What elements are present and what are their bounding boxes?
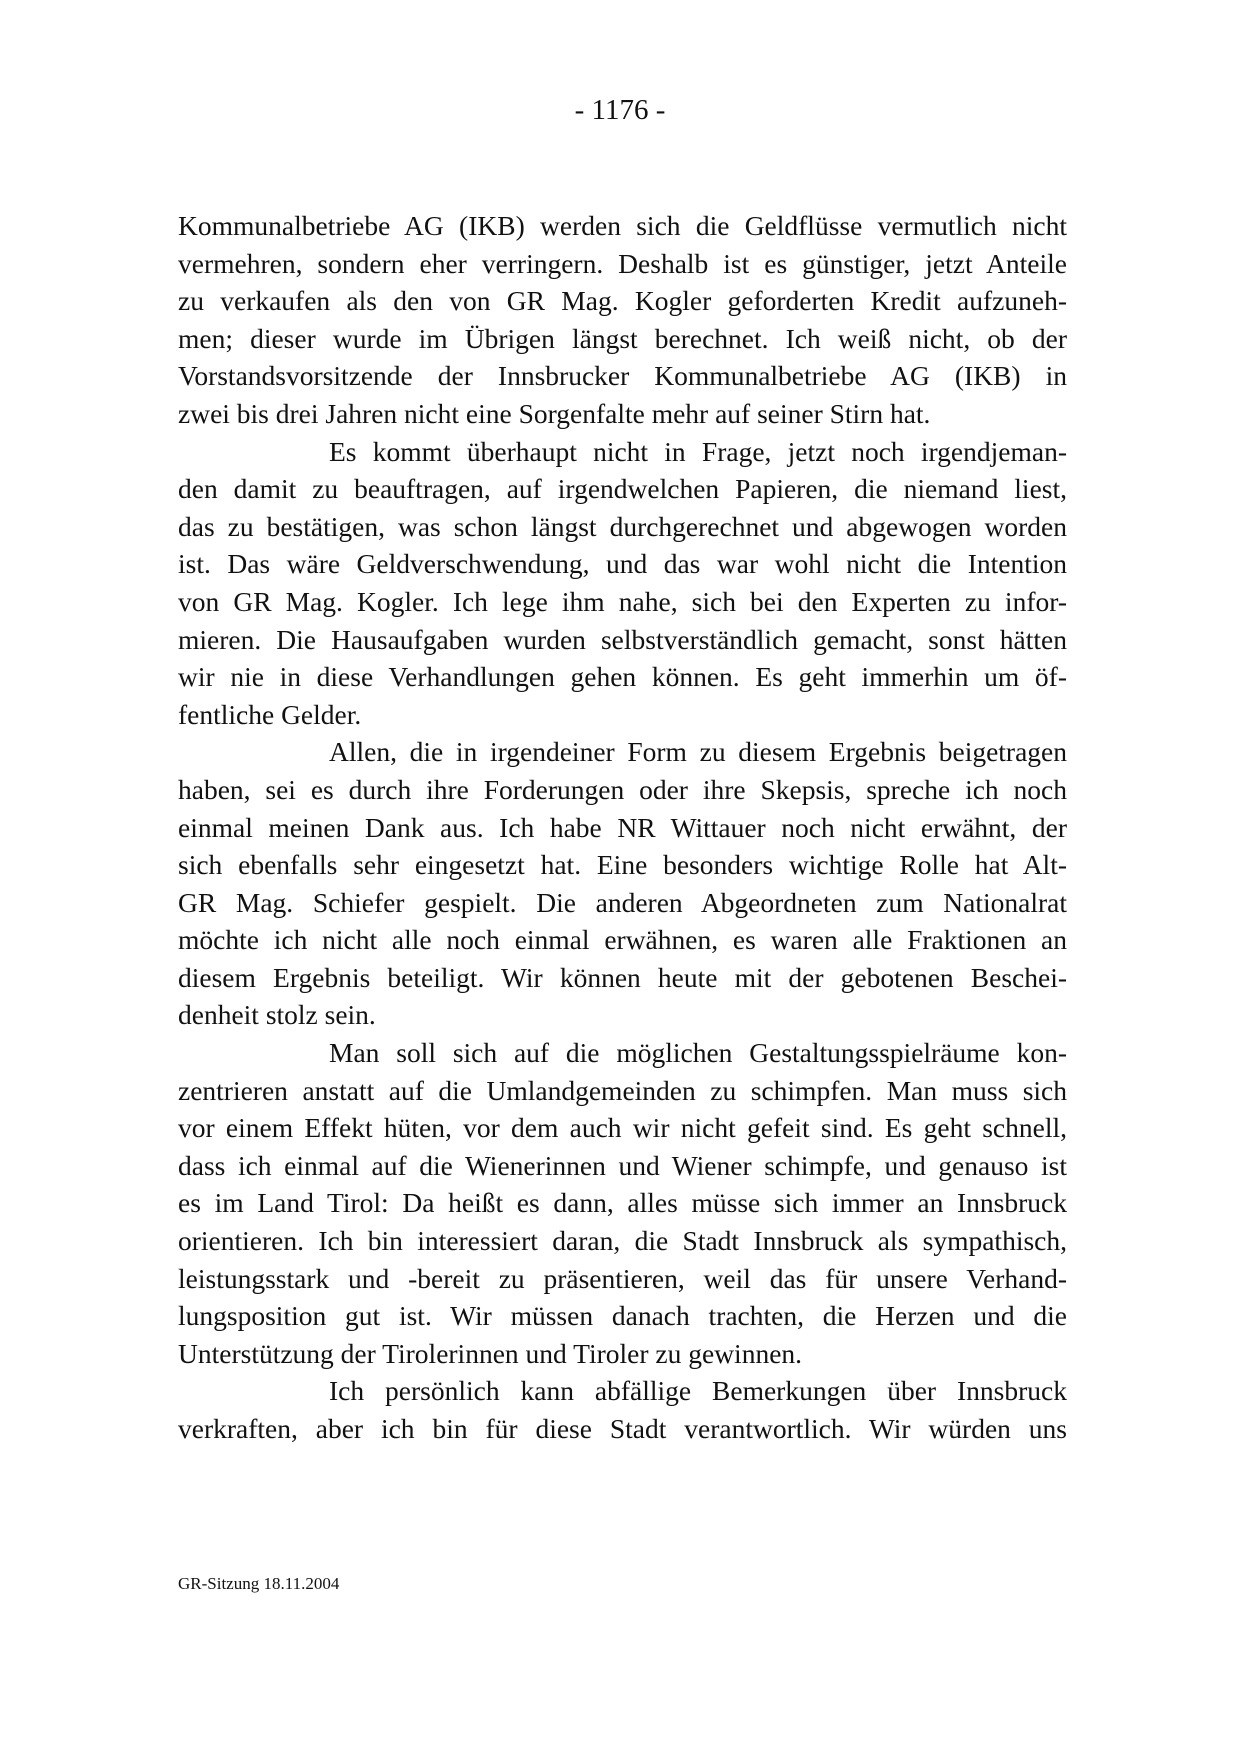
paragraph [178,1372,1067,1447]
text-line: verkraften, aber ich bin für diese Stadt verantwortlich. Wir würden uns [178,1413,1067,1444]
text-line: zu verkaufen als den von GR Mag. Kogler geforderten Kredit aufzuneh- [178,285,1067,317]
paragraph [178,207,1067,433]
text-line: vor einem Effekt hüten, vor dem auch wir nicht gefeit sind. Es geht schnell, [178,1112,1067,1144]
paragraph [178,433,1067,734]
text-line: dass ich einmal auf die Wienerinnen und Wiener schimpfe, und genauso ist [178,1149,1067,1181]
text-line: Unterstützung der Tirolerinnen und Tiroler zu gewinnen. [178,1337,803,1369]
text-line: zwei bis drei Jahren nicht eine Sorgenfalte mehr auf seiner Stirn hat. [178,397,931,429]
text-line: möchte ich nicht alle noch einmal erwähnen, es waren alle Fraktionen an [178,924,1067,956]
text-line: wir nie in diese Verhandlungen gehen können. Es geht immerhin um öf- [178,661,1067,693]
text-line: lungsposition gut ist. Wir müssen danach trachten, die Herzen und die [178,1300,1067,1332]
text-line: Vorstandsvorsitzende der Innsbrucker Kommunalbetriebe AG (IKB) in [178,360,1067,392]
page-number: - 1176 - [574,94,666,126]
text-line: diesem Ergebnis beteiligt. Wir können heute mit der gebotenen Beschei- [178,961,1067,993]
document-body [178,207,1067,1448]
text-line: Kommunalbetriebe AG (IKB) werden sich die Geldflüsse vermutlich nicht [178,210,1067,241]
text-line: ist. Das wäre Geldverschwendung, und das war wohl nicht die Intention [178,548,1067,580]
text-line: men; dieser wurde im Übrigen längst berechnet. Ich weiß nicht, ob der [178,322,1067,354]
text-line: es im Land Tirol: Da heißt es dann, alles müsse sich immer an Innsbruck [178,1187,1067,1219]
paragraph [178,1034,1067,1372]
text-line: denheit stolz sein. [178,999,376,1031]
text-line: Ich persönlich kann abfällige Bemerkungen über Innsbruck [329,1375,1067,1407]
text-line: einmal meinen Dank aus. Ich habe NR Wittauer noch nicht erwähnt, der [178,811,1067,843]
text-line: mieren. Die Hausaufgaben wurden selbstverständlich gemacht, sonst hätten [178,623,1067,655]
text-line: das zu bestätigen, was schon längst durchgerechnet und abgewogen worden [178,510,1067,542]
text-line: Allen, die in irgendeiner Form zu diesem Ergebnis beigetragen [329,736,1067,768]
paragraph [178,733,1067,1034]
text-line: leistungsstark und -bereit zu präsentieren, weil das für unsere Verhand- [178,1262,1067,1294]
text-line: vermehren, sondern eher verringern. Deshalb ist es günstiger, jetzt Anteile [178,247,1067,279]
text-line: fentliche Gelder. [178,698,362,730]
text-line: von GR Mag. Kogler. Ich lege ihm nahe, sich bei den Experten zu infor- [178,585,1067,617]
text-line: orientieren. Ich bin interessiert daran, die Stadt Innsbruck als sympathisch, [178,1225,1067,1257]
text-line: Es kommt überhaupt nicht in Frage, jetzt noch irgendjeman- [329,435,1067,467]
text-line: GR Mag. Schiefer gespielt. Die anderen Abgeordneten zum Nationalrat [178,886,1067,918]
text-line: zentrieren anstatt auf die Umlandgemeinden zu schimpfen. Man muss sich [178,1074,1067,1106]
text-line: sich ebenfalls sehr eingesetzt hat. Eine besonders wichtige Rolle hat Alt- [178,849,1067,881]
text-line: haben, sei es durch ihre Forderungen oder ihre Skepsis, spreche ich noch [178,773,1067,805]
text-line: den damit zu beauftragen, auf irgendwelchen Papieren, die niemand liest, [178,473,1067,505]
page-footer: GR-Sitzung 18.11.2004 [178,1574,340,1593]
text-line: Man soll sich auf die möglichen Gestaltungsspielräume kon- [329,1037,1067,1069]
